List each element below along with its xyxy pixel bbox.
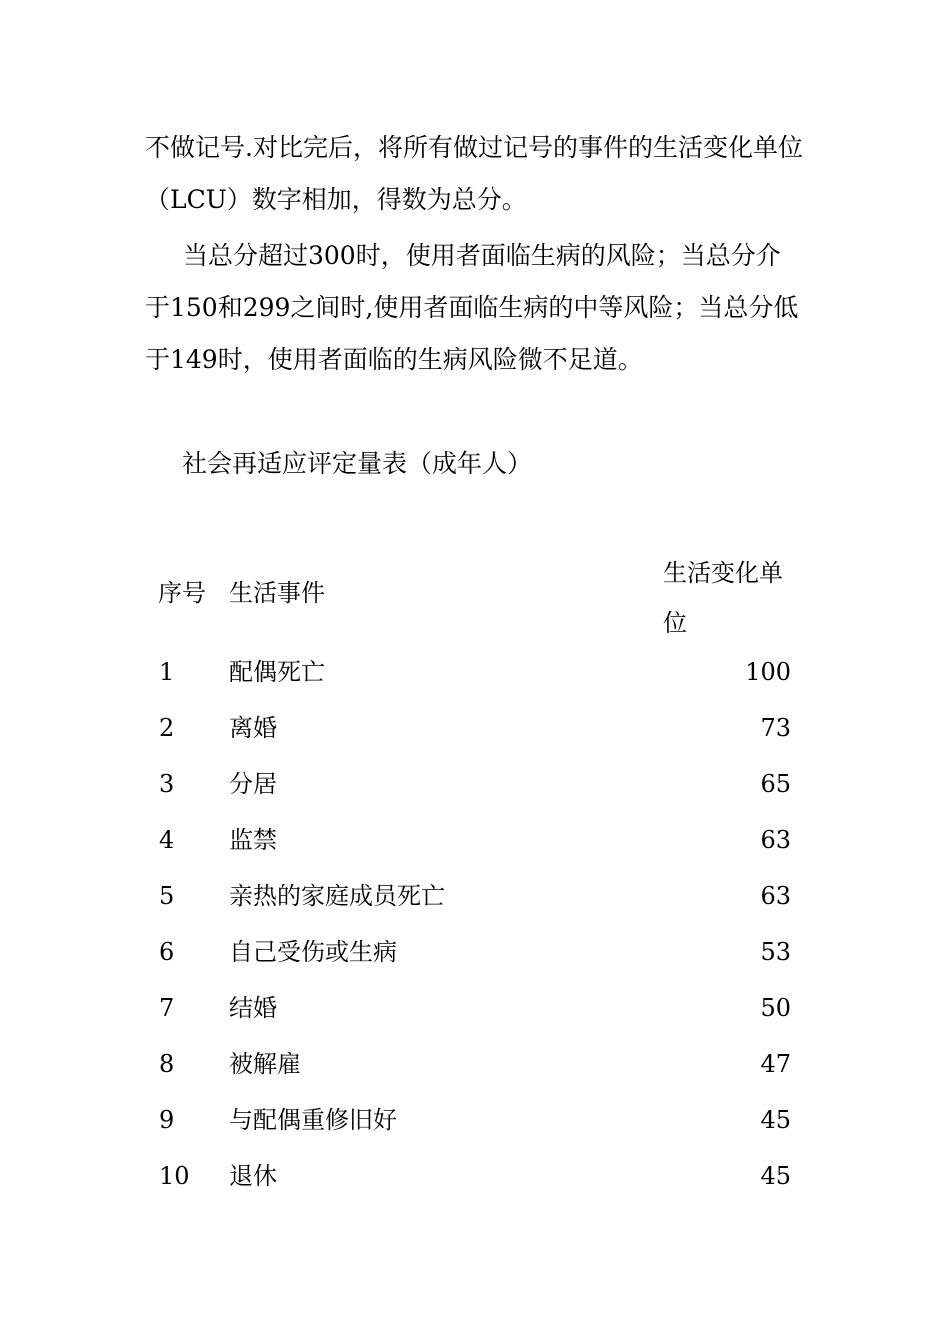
paragraph-score-interpretation: 当总分超过300时，使用者面临生病的风险；当总分介于150和299之间时,使用者面临生病的中等风险；当总分低于149时，使用者面临的生病风险微不足道。 (145, 241, 799, 374)
row-number: 4 (159, 826, 175, 854)
table-row (145, 1148, 795, 1204)
row-life-event: 监禁 (229, 826, 277, 854)
life-events-table (145, 540, 795, 1204)
row-life-event: 与配偶重修旧好 (229, 1106, 397, 1134)
table-body (145, 644, 795, 1204)
row-lcu-value: 53 (760, 938, 791, 966)
table-row (145, 756, 795, 812)
row-life-event: 配偶死亡 (229, 658, 325, 686)
row-number: 5 (159, 882, 175, 910)
paragraph-instructions: 不做记号.对比完后，将所有做过记号的事件的生活变化单位（LCU）数字相加，得数为总分。 (145, 133, 803, 214)
table-row (145, 980, 795, 1036)
table-row (145, 1092, 795, 1148)
row-lcu-value: 45 (760, 1162, 791, 1190)
row-life-event: 自己受伤或生病 (229, 938, 397, 966)
row-number: 8 (159, 1050, 175, 1078)
row-number: 6 (159, 938, 175, 966)
row-lcu-value: 50 (760, 994, 791, 1022)
row-lcu-value: 65 (760, 770, 791, 798)
row-number: 3 (159, 770, 175, 798)
row-life-event: 结婚 (229, 994, 277, 1022)
row-life-event: 亲热的家庭成员死亡 (229, 882, 445, 910)
header-lcu: 生活变化单位 (663, 559, 783, 637)
header-number: 序号 (158, 579, 206, 607)
table-title: 社会再适应评定量表（成年人） (182, 449, 533, 478)
row-life-event: 离婚 (229, 714, 277, 742)
row-life-event: 退休 (229, 1162, 277, 1190)
row-lcu-value: 63 (760, 826, 791, 854)
row-number: 1 (159, 658, 175, 686)
row-life-event: 被解雇 (229, 1050, 301, 1078)
table-header (145, 540, 795, 644)
table-row (145, 812, 795, 868)
header-life-event: 生活事件 (229, 579, 325, 607)
row-number: 10 (159, 1162, 190, 1190)
table-row (145, 868, 795, 924)
row-lcu-value: 63 (760, 882, 791, 910)
row-life-event: 分居 (229, 770, 277, 798)
row-number: 7 (159, 994, 175, 1022)
table-row (145, 1036, 795, 1092)
row-lcu-value: 45 (760, 1106, 791, 1134)
table-row (145, 924, 795, 980)
table-row (145, 700, 795, 756)
table-row (145, 644, 795, 700)
row-number: 2 (159, 714, 175, 742)
row-number: 9 (159, 1106, 175, 1134)
row-lcu-value: 73 (760, 714, 791, 742)
row-lcu-value: 100 (745, 658, 791, 686)
row-lcu-value: 47 (760, 1050, 791, 1078)
